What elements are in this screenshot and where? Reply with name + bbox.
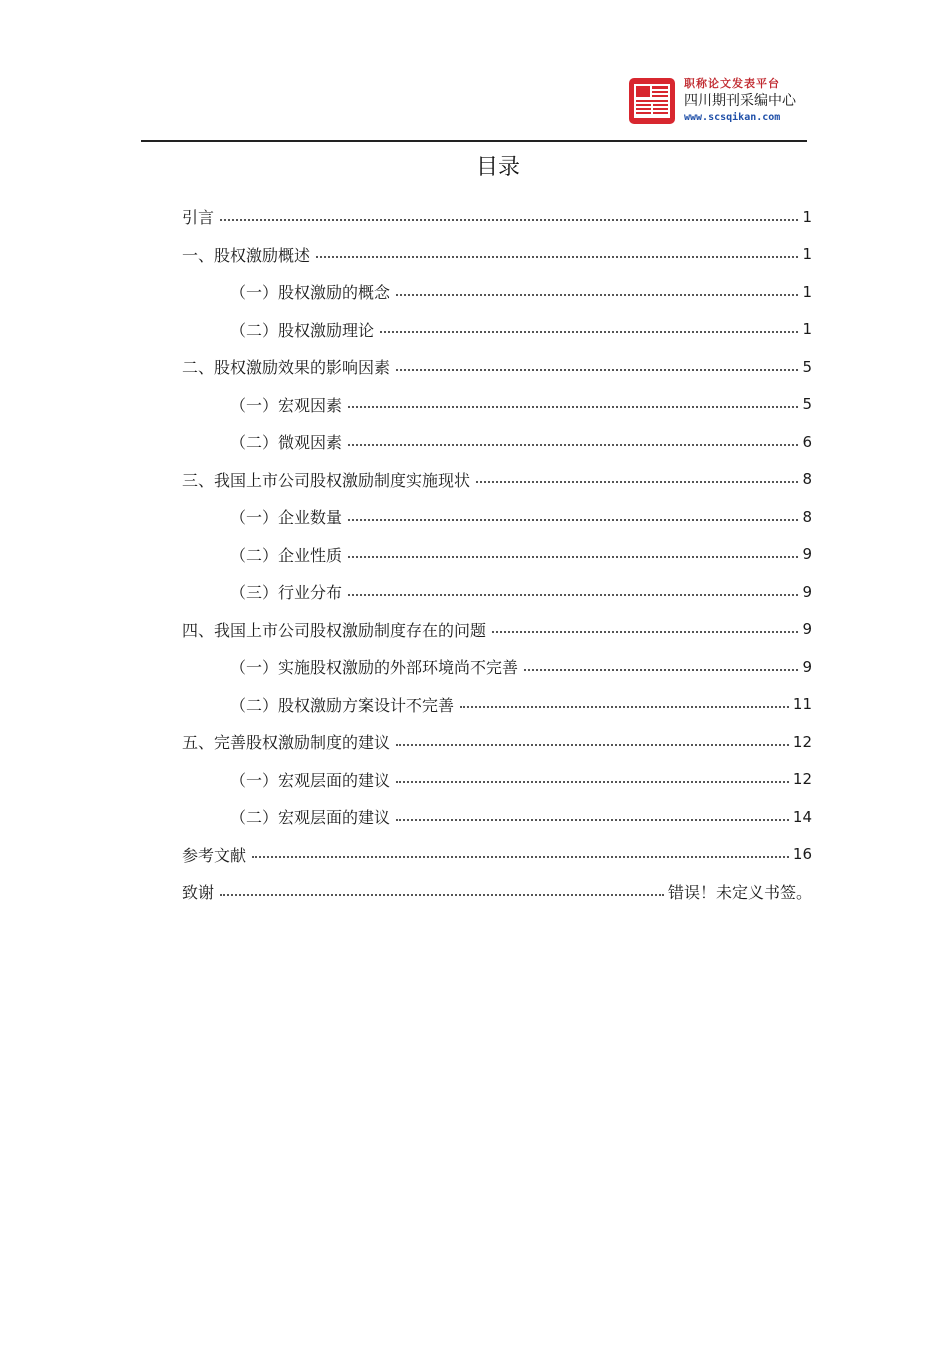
toc-dot-leader <box>396 781 789 783</box>
toc-item-label: 三、我国上市公司股权激励制度实施现状 <box>182 470 471 490</box>
toc-item-label: （三）行业分布 <box>230 583 343 603</box>
toc-item-label: （一）企业数量 <box>230 508 343 528</box>
toc-dot-leader <box>220 219 798 221</box>
logo-name: 四川期刊采编中心 <box>684 93 796 109</box>
toc-item[interactable] <box>182 236 812 274</box>
toc-item[interactable] <box>182 461 812 499</box>
toc-item[interactable] <box>182 536 812 574</box>
toc-list <box>182 198 812 911</box>
toc-item[interactable] <box>182 498 812 536</box>
toc-item[interactable] <box>182 348 812 386</box>
toc-item-label: （二）股权激励方案设计不完善 <box>230 695 455 715</box>
toc-item-label: （一）实施股权激励的外部环境尚不完善 <box>230 658 519 678</box>
toc-item[interactable] <box>182 761 812 799</box>
toc-item-label: 一、股权激励概述 <box>182 245 311 265</box>
toc-item-label: 引言 <box>182 208 215 228</box>
toc-item-page: 12 <box>792 732 812 751</box>
toc-item-label: （二）宏观层面的建议 <box>230 808 391 828</box>
toc-item-page: 5 <box>802 395 812 414</box>
toc-item-page: 5 <box>802 357 812 376</box>
toc-item-page: 8 <box>802 470 812 489</box>
toc-item[interactable] <box>182 311 812 349</box>
toc-dot-leader <box>396 294 798 296</box>
toc-item[interactable] <box>182 611 812 649</box>
toc-item-page: 9 <box>802 620 812 639</box>
toc-item-label: 参考文献 <box>182 845 247 865</box>
toc-item[interactable] <box>182 423 812 461</box>
toc-item-page: 9 <box>802 582 812 601</box>
toc-item[interactable] <box>182 798 812 836</box>
toc-dot-leader <box>460 706 789 708</box>
newspaper-logo-icon <box>628 77 676 125</box>
toc-item-label: （二）企业性质 <box>230 545 343 565</box>
toc-dot-leader <box>348 444 798 446</box>
toc-item[interactable] <box>182 198 812 236</box>
toc-item-label: 五、完善股权激励制度的建议 <box>182 733 391 753</box>
toc-dot-leader <box>476 481 798 483</box>
toc-item-label: 二、股权激励效果的影响因素 <box>182 358 391 378</box>
toc-dot-leader <box>348 406 798 408</box>
toc-item-page: 错误！未定义书签。 <box>667 883 812 903</box>
toc-item-page: 6 <box>802 432 812 451</box>
toc-dot-leader <box>316 256 798 258</box>
toc-item-page: 9 <box>802 545 812 564</box>
toc-dot-leader <box>348 594 798 596</box>
toc-dot-leader <box>252 856 789 858</box>
toc-dot-leader <box>396 744 789 746</box>
toc-item[interactable] <box>182 723 812 761</box>
toc-dot-leader <box>380 331 798 333</box>
toc-item-label: （二）股权激励理论 <box>230 320 375 340</box>
toc-item-page: 1 <box>802 320 812 339</box>
toc-dot-leader <box>348 519 798 521</box>
toc-item-page: 12 <box>792 770 812 789</box>
logo-text <box>684 77 796 124</box>
toc-item[interactable] <box>182 386 812 424</box>
toc-item-page: 1 <box>802 282 812 301</box>
toc-item-page: 9 <box>802 657 812 676</box>
toc-dot-leader <box>396 369 798 371</box>
toc-dot-leader <box>348 556 798 558</box>
toc-item-page: 8 <box>802 507 812 526</box>
toc-item[interactable] <box>182 573 812 611</box>
toc-item[interactable] <box>182 836 812 874</box>
toc-dot-leader <box>396 819 789 821</box>
toc-item[interactable] <box>182 686 812 724</box>
toc-dot-leader <box>524 669 798 671</box>
toc-item-page: 16 <box>792 845 812 864</box>
toc-item-label: 致谢 <box>182 883 215 903</box>
toc-item-label: 四、我国上市公司股权激励制度存在的问题 <box>182 620 487 640</box>
toc-item[interactable] <box>182 648 812 686</box>
toc-title: 目录 <box>475 155 520 180</box>
toc-item-label: （二）微观因素 <box>230 433 343 453</box>
header-divider <box>141 140 807 142</box>
toc-item-label: （一）宏观因素 <box>230 395 343 415</box>
toc-item-page: 11 <box>792 695 812 714</box>
logo-url[interactable]: www.scsqikan.com <box>684 112 781 123</box>
toc-item-label: （一）宏观层面的建议 <box>230 770 391 790</box>
toc-item-page: 14 <box>792 807 812 826</box>
toc-item[interactable] <box>182 273 812 311</box>
header-logo <box>628 77 813 129</box>
logo-slogan: 职称论文发表平台 <box>684 77 780 90</box>
toc-item-label: （一）股权激励的概念 <box>230 283 391 303</box>
toc-item[interactable] <box>182 873 812 911</box>
toc-item-page: 1 <box>802 207 812 226</box>
toc-dot-leader <box>492 631 798 633</box>
toc-dot-leader <box>220 894 664 896</box>
toc-item-page: 1 <box>802 245 812 264</box>
